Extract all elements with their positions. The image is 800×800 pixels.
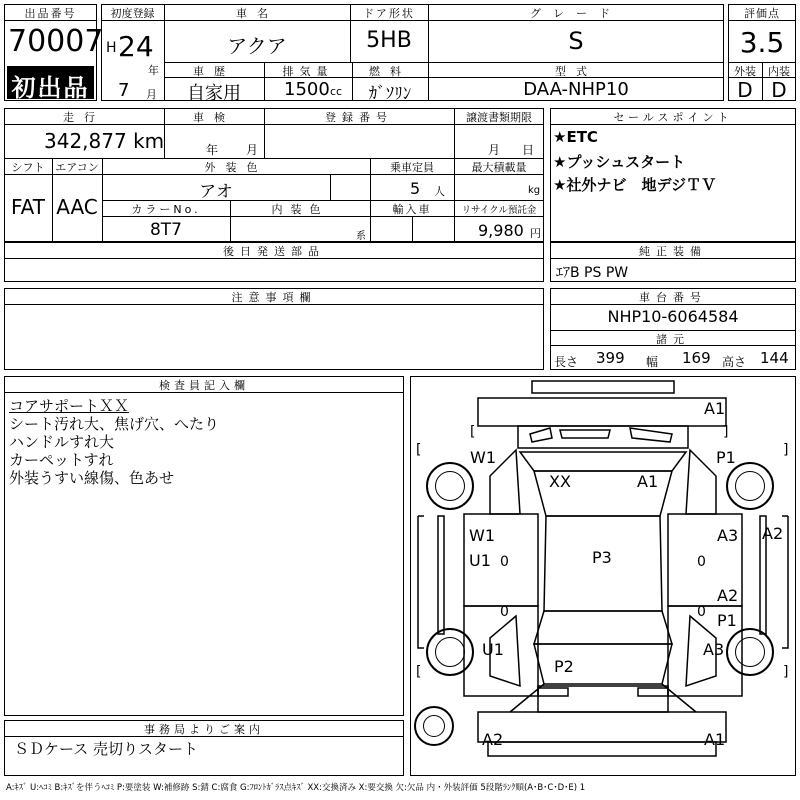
recycle-fee: 9,980	[478, 221, 524, 240]
import-label: 輸入車	[392, 203, 432, 216]
damage-mark: A2	[762, 524, 784, 543]
ext-color-label: 外装色	[204, 161, 268, 174]
length: 399	[596, 349, 625, 367]
color-no-label: カラーNo.	[131, 203, 201, 216]
damage-mark: P1	[716, 448, 736, 467]
car-diagram	[410, 376, 796, 776]
damage-mark: W1	[470, 448, 496, 467]
width-label: 幅	[646, 355, 659, 369]
svg-text:]: ]	[723, 424, 729, 440]
car-name: アクア	[227, 34, 287, 58]
inspector-line: ハンドルすれ大	[9, 433, 115, 451]
mileage-label: 走行	[63, 111, 105, 124]
model-code: DAA-NHP10	[523, 79, 629, 100]
int-color-unit: 系	[356, 231, 366, 242]
inspection-label: 車検	[193, 111, 235, 124]
registration-label: 登録番号	[325, 111, 393, 124]
sales-points-label: セールスポイント	[613, 111, 733, 124]
length-label: 長さ	[554, 355, 579, 369]
era-label: H	[106, 40, 117, 56]
dims-label: 諸元	[656, 333, 690, 346]
spare-wheel	[414, 706, 454, 746]
score: 3.5	[739, 26, 785, 59]
notes-label: 注意事項欄	[231, 291, 317, 304]
score-label: 評価点	[744, 7, 780, 20]
recycle-unit: 円	[530, 227, 541, 240]
first-reg-label: 初度登録	[110, 7, 155, 20]
int-color-label: 内装色	[271, 203, 329, 216]
svg-text:0: 0	[500, 554, 509, 570]
sales-point-item: ★ETC	[553, 128, 598, 146]
damage-mark: P2	[554, 657, 574, 676]
mileage: 342,877 km	[44, 129, 165, 153]
damage-mark: A2	[717, 586, 739, 605]
shift-label: シフト	[11, 161, 45, 174]
max-load-label: 最大積載量	[471, 161, 527, 174]
fuel-label: 燃料	[369, 65, 411, 78]
recycle-label: リサイクル預託金	[461, 205, 537, 216]
sales-point-item: ★社外ナビ 地デジＴＶ	[553, 176, 717, 194]
inspector-line: シート汚れ大、焦げ穴、へたり	[9, 415, 220, 433]
transfer-month-unit: 月	[488, 143, 501, 157]
int-grade: D	[771, 78, 787, 102]
transfer-day-unit: 日	[522, 143, 535, 157]
svg-text:0: 0	[500, 604, 509, 620]
height-label: 高さ	[722, 355, 747, 369]
capacity-unit: 人	[434, 185, 445, 198]
model-label: 型式	[555, 65, 597, 78]
ext-grade: D	[737, 78, 753, 102]
legend: A:ｷｽﾞ U:ﾍｺﾐ B:ｷｽﾞを伴うﾍｺﾐ P:要塗装 W:補修跡 S:錆 C:腐食 G:ﾌﾛﾝﾄｶﾞﾗｽ点ｷｽﾞ XX:交換済み X:要交換 欠:欠品 内・外装評価 5段階ﾗﾝｸ順(A･B･C･D･E) 1	[6, 783, 586, 793]
front-left-wheel	[426, 462, 474, 510]
rear-right-wheel	[726, 628, 774, 676]
damage-mark: A1	[704, 730, 726, 749]
shift: FAT	[10, 195, 45, 219]
damage-mark: U1	[482, 640, 504, 659]
door-label: ドア形状	[363, 7, 415, 20]
displacement-label: 排気量	[282, 65, 334, 78]
equipment-label: 純正装備	[639, 245, 707, 258]
damage-mark: XX	[549, 472, 571, 491]
grade: S	[568, 27, 584, 55]
max-load-unit: kg	[528, 185, 541, 196]
door-type: 5HB	[366, 28, 412, 53]
ext-color: アオ	[199, 182, 233, 202]
svg-text:0: 0	[697, 554, 706, 570]
office-label: 事務局よりご案内	[144, 723, 264, 736]
first-reg-year: 24	[118, 30, 154, 63]
chassis-label: 車台番号	[639, 291, 707, 304]
inspection-month-unit: 月	[246, 143, 259, 157]
inspector-line: コアサポートＸＸ	[9, 397, 130, 415]
year-unit: 年	[148, 64, 159, 77]
capacity: 5	[410, 179, 421, 198]
damage-mark: U1	[469, 551, 491, 570]
svg-text:0: 0	[697, 604, 706, 620]
svg-text:[: [	[470, 424, 476, 440]
damage-mark: A3	[703, 640, 725, 659]
transfer-deadline-label: 譲渡書類期限	[466, 111, 532, 124]
svg-text:]: ]	[783, 442, 789, 458]
car-name-label: 車名	[236, 7, 278, 20]
damage-mark: P3	[592, 548, 612, 567]
damage-mark: P1	[717, 611, 737, 630]
chassis-number: NHP10-6064584	[607, 307, 739, 326]
color-no: 8T7	[149, 220, 183, 240]
later-parts-label: 後日発送部品	[223, 245, 325, 258]
history: 自家用	[187, 83, 241, 104]
first-reg-month: 7	[118, 80, 130, 101]
sales-point-item: ★プッシュスタート	[553, 153, 686, 171]
svg-text:[: [	[416, 664, 422, 680]
ext-label: 外装	[734, 65, 756, 78]
height: 144	[760, 349, 789, 367]
ac-label: エアコン	[55, 161, 99, 174]
front-right-wheel	[726, 462, 774, 510]
damage-mark: A2	[482, 730, 504, 749]
capacity-label: 乗車定員	[390, 161, 434, 174]
rear-left-wheel	[426, 628, 474, 676]
first-listing-text: 初出品	[11, 74, 90, 102]
fuel: ｶﾞｿﾘﾝ	[368, 84, 412, 104]
displacement-unit: cc	[330, 85, 343, 98]
ac: AAC	[56, 195, 98, 219]
damage-mark: A1	[637, 472, 659, 491]
displacement: 1500	[284, 79, 330, 100]
history-label: 車歴	[193, 65, 235, 78]
svg-text:]: ]	[783, 664, 789, 680]
lot-number: 70007	[8, 24, 104, 59]
inspector-line: カーペットすれ	[9, 451, 114, 469]
damage-mark: W1	[469, 526, 495, 545]
office-note: ＳＤケース 売切りスタート	[14, 740, 199, 758]
int-label: 内装	[768, 65, 790, 78]
month-unit: 月	[146, 88, 157, 101]
inspection-year-unit: 年	[206, 143, 219, 157]
damage-mark: A3	[717, 526, 739, 545]
inspector-line: 外装うすい線傷、色あせ	[9, 469, 175, 487]
damage-mark: A1	[704, 399, 726, 418]
inspector-label: 検査員記入欄	[159, 379, 249, 392]
width: 169	[682, 349, 711, 367]
svg-text:[: [	[416, 442, 422, 458]
grade-label: グレード	[530, 7, 622, 20]
lot-number-label: 出品番号	[24, 7, 77, 20]
equipment: ｴｱB PS PW	[556, 265, 629, 281]
